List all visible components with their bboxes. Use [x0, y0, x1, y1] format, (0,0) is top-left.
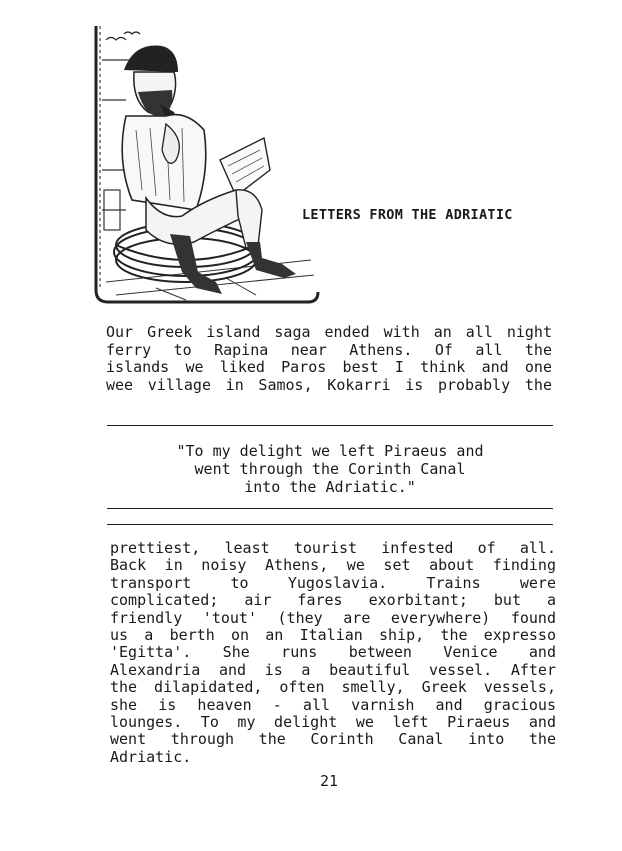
text-line: friendly 'tout' (they are everywhere) found	[110, 608, 556, 627]
text-line: Our Greek island saga ended with an all night	[106, 323, 552, 341]
quote-rule-bottom-1	[107, 508, 553, 509]
text-line: Adriatic.	[110, 747, 192, 766]
quote-line: "To my delight we left Piraeus and	[176, 442, 484, 460]
quote-line: into the Adriatic."	[244, 478, 416, 496]
text-line: us a berth on an Italian ship, the expresso	[110, 626, 556, 645]
text-line: ferry to Rapina near Athens. Of all the	[106, 340, 552, 359]
quote-rule-bottom-2	[107, 524, 553, 525]
text-line: 'Egitta'. She runs between Venice and	[110, 643, 556, 662]
text-line: islands we liked Paros best I think and one	[106, 358, 552, 376]
intro-paragraph	[106, 324, 552, 394]
quote-rule-top	[107, 425, 553, 426]
pull-quote	[107, 442, 553, 496]
page-number: 21	[320, 772, 339, 790]
text-line: she is heaven - all varnish and gracious	[110, 695, 556, 714]
body-paragraph	[110, 540, 556, 766]
text-line: complicated; air fares exorbitant; but a	[110, 591, 556, 610]
text-line: transport to Yugoslavia. Trains were	[110, 573, 556, 592]
quote-line: went through the Corinth Canal	[194, 460, 466, 478]
text-line: Alexandria and is a beautiful vessel. After	[110, 660, 556, 679]
article-title: LETTERS FROM THE ADRIATIC	[302, 207, 513, 223]
text-line: Back in noisy Athens, we set about finding	[110, 556, 556, 575]
text-line: the dilapidated, often smelly, Greek vessels,	[110, 678, 556, 697]
text-line: wee village in Samos, Kokarri is probably the	[106, 375, 552, 394]
sailor-illustration	[86, 20, 322, 308]
text-line: prettiest, least tourist infested of all.	[110, 539, 556, 557]
text-line: went through the Corinth Canal into the	[110, 730, 556, 749]
text-line: lounges. To my delight we left Piraeus and	[110, 713, 556, 732]
